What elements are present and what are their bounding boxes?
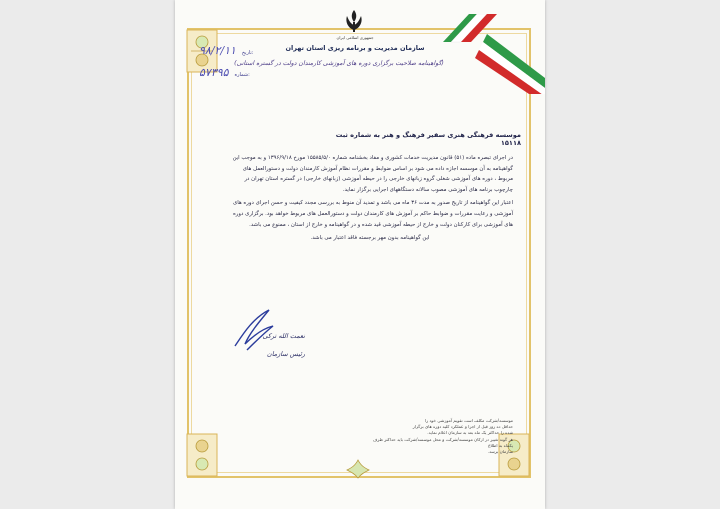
- national-emblem-icon: [342, 8, 366, 34]
- bottom-ornament-icon: [345, 458, 371, 480]
- footnote-line: حداقل ده روز قبل از اجرا و عملکرد کلیه دوره های برگزار: [412, 424, 513, 430]
- date-field: [199, 44, 254, 57]
- organization-name: سازمان مدیریت و برنامه ریزی استان تهران: [285, 44, 425, 52]
- certificate-body: [227, 153, 513, 247]
- body-paragraph: در اجرای تبصره ماده (۵۱) قانون مدیریت خدمات کشوری و مفاد بخشنامه شماره ۱۵۵۸۵/۵/۰ مورخ ۱۳۹۶/۹/۱۸ و به موجب این گواهینامه به آن موسسه اجازه داده می شود بر اساس ضوابط و مقررات نظام آموزش کارمندان دولت و دستورالعمل های مربوط ، دوره های آموزشی شغلی گروه زبانهای خارجی را در حیطه آموزشی (زبانهای خارجی) در گستره استان تهران در چارچوب برنامه های آموزشی مصوب سالانه دستگاههای اجرایی برگزار نماید.: [232, 155, 513, 193]
- number-label: شماره:: [234, 72, 250, 78]
- certificate-page: [175, 0, 545, 509]
- signature-icon: [229, 304, 279, 354]
- number-field: [199, 66, 250, 79]
- body-paragraph: اعتبار این گواهینامه از تاریخ صدور به مدت ۳۶ ماه می باشد و تمدید آن منوط به بررسی مجدد کیفیت و حسن اجرای دوره های آموزشی و رعایت مقررات و ضوابط حاکم بر آموزش های کارمندان دولت و دستورالعمل های مربوط خواهد بود. برگزاری دوره های آموزشی برای کارکنان دولت و خارج از حیطه آموزشی قید شده و در گواهینامه و خارج از استان ، ممنوع می باشد.: [232, 200, 513, 228]
- certificate-subject: (گواهینامه صلاحیت برگزاری دوره های آموزشی کارمندان دولت در گستره استانی): [234, 60, 444, 67]
- footnote-line: سازمان برسد.: [487, 449, 513, 455]
- footnote-line: موسسه/شرکت مکلف است تقویم آموزشی خود را: [424, 418, 513, 423]
- emblem-caption: جمهوری اسلامی ایران: [336, 35, 374, 40]
- footnote-line: هر گونه تغییر در ارکان موسسه/شرکت و محل موسسه/شرکت باید حداکثر ظرف یکماه به اطلاع: [372, 436, 513, 448]
- number-value: ۵۷۳۹۵: [199, 66, 229, 79]
- date-value: ۹۸/۲/۱۱: [199, 44, 236, 57]
- date-label: تاریخ:: [241, 50, 254, 56]
- body-paragraph: این گواهینامه بدون مهر برجسته فاقد اعتبار می باشد.: [310, 235, 430, 242]
- corner-ornament-icon: [185, 432, 219, 478]
- inner-border: [191, 33, 527, 473]
- recipient-line: موسسه فرهنگی هنری سفیر فرهنگ و هنر به شماره ثبت ۱۵۱۱۸: [335, 131, 521, 147]
- flag-ribbon-icon: [443, 14, 545, 94]
- signer-name: نعمت الله ترکی: [262, 332, 305, 340]
- signer-title: رئیس سازمان: [266, 350, 305, 358]
- footnote: [363, 418, 513, 455]
- footnote-line: شده را حداکثر یک ماه بعد به سازمان اعلام نماید.: [427, 430, 513, 436]
